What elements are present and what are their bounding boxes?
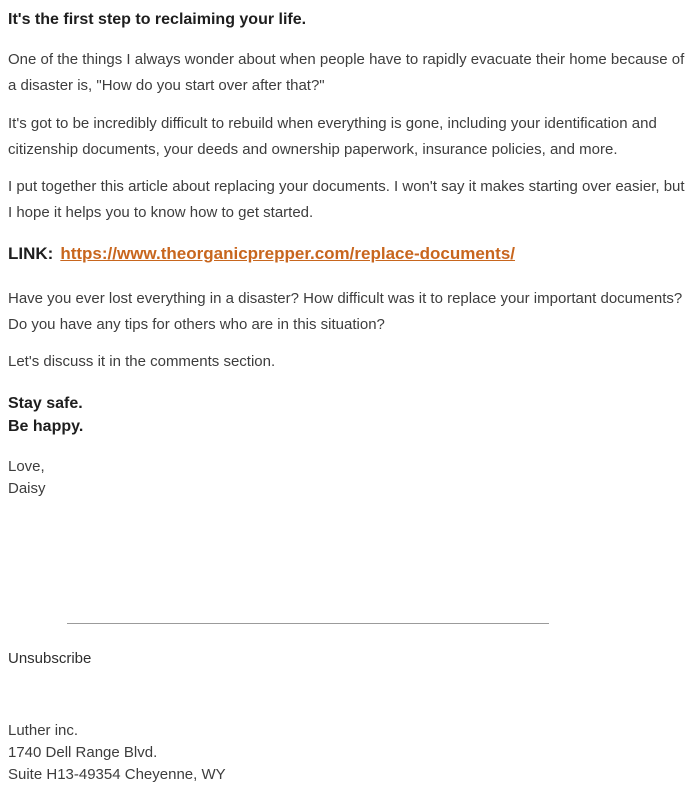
footer-street-address: 1740 Dell Range Blvd. (8, 744, 158, 761)
signoff (8, 392, 692, 438)
closing-line-love: Love, (8, 458, 45, 475)
paragraph-discuss: Let's discuss it in the comments section. (8, 353, 276, 370)
closing-line-daisy: Daisy (8, 480, 46, 497)
link-label: LINK: (8, 244, 54, 263)
paragraph-questions: Have you ever lost everything in a disaster? How difficult was it to replace your important documents? Do you have any tips for others who are in this situation? (8, 290, 683, 333)
paragraph-difficulty: It's got to be incredibly difficult to rebuild when everything is gone, including your identification and citizenship documents, your deeds and ownership paperwork, insurance policies, and more. (8, 115, 657, 158)
email-heading: It's the first step to reclaiming your life. (8, 11, 307, 28)
paragraph-article: I put together this article about replacing your documents. I won't say it makes starting over easier, but I hope it helps you to know how to get started. (8, 178, 685, 221)
signoff-line-be-happy: Be happy. (8, 418, 84, 435)
paragraph-intro: One of the things I always wonder about when people have to rapidly evacuate their home because of a disaster is, "How do you start over after that?" (8, 51, 685, 94)
closing (8, 456, 692, 500)
footer-company-name: Luther inc. (8, 722, 79, 739)
link-line (8, 243, 692, 264)
article-link[interactable]: https://www.theorganicprepper.com/replace-documents/ (60, 244, 516, 263)
footer-suite-city-state: Suite H13-49354 Cheyenne, WY (8, 766, 226, 783)
footer-address (8, 720, 692, 786)
unsubscribe-link[interactable]: Unsubscribe (8, 650, 92, 667)
signoff-line-stay-safe: Stay safe. (8, 395, 83, 412)
